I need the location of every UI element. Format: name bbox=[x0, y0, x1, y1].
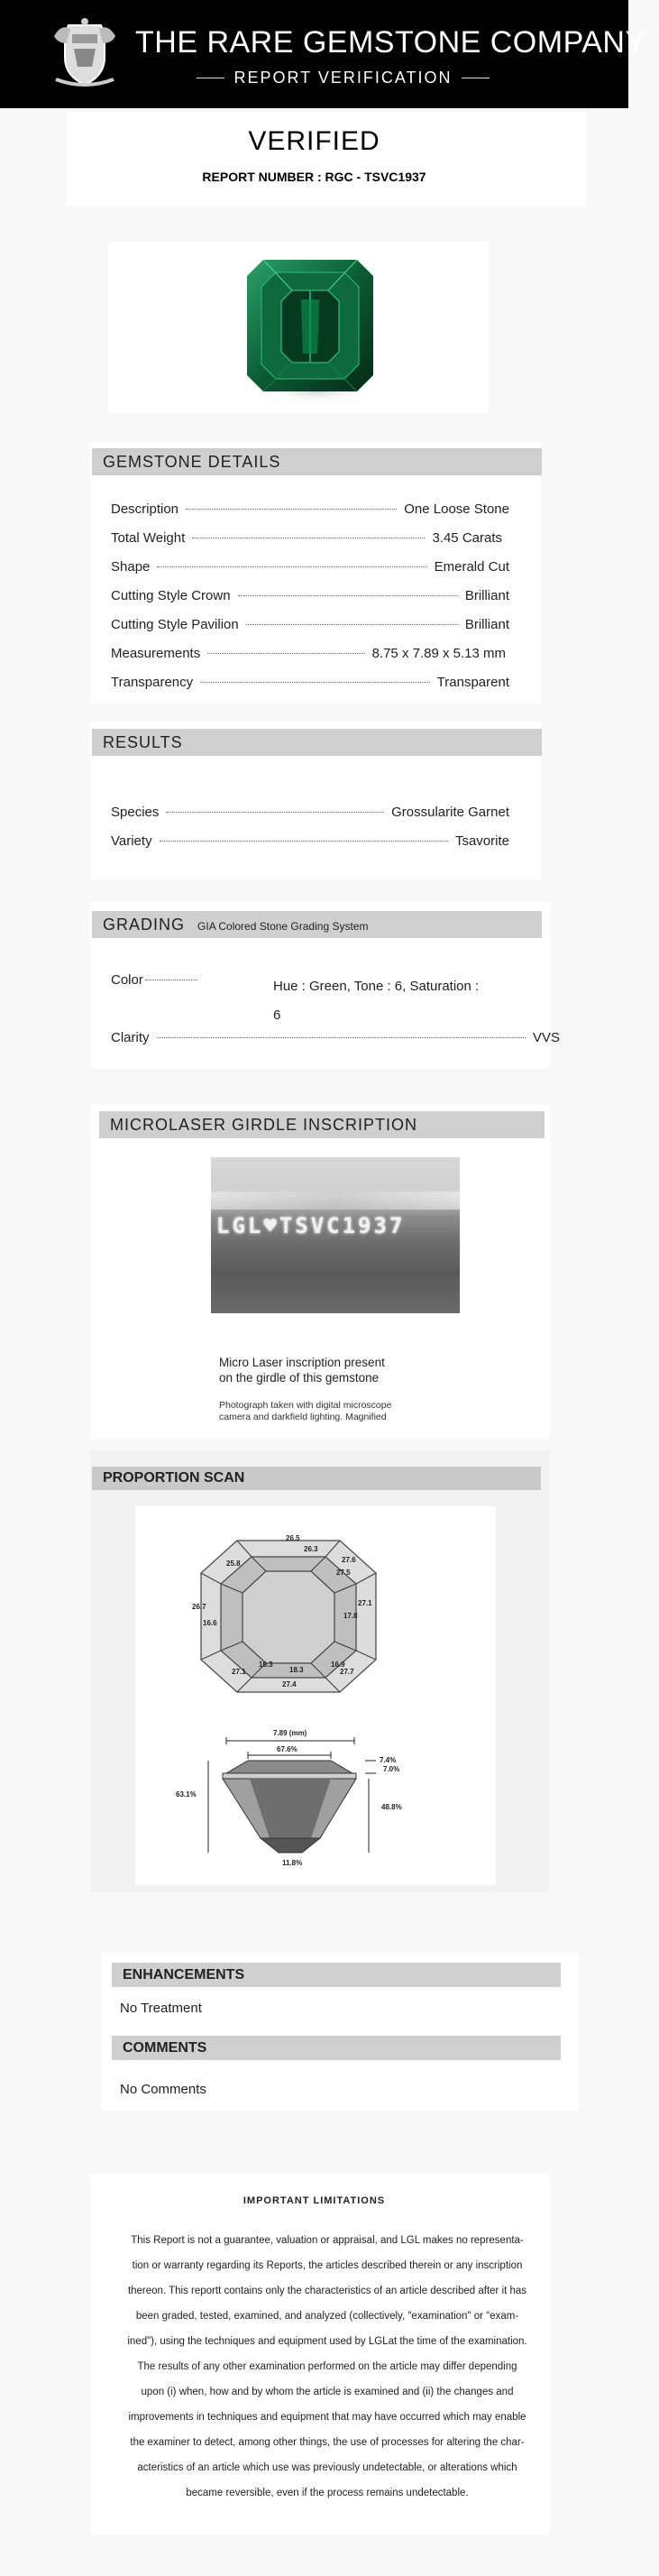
detail-row-crown: Cutting Style Crown Brilliant bbox=[111, 588, 509, 603]
table-label: 67.6% bbox=[277, 1745, 297, 1753]
limitations-line: The results of any other examination performed on the article may differ depending bbox=[137, 2361, 517, 2372]
grading-heading bbox=[92, 911, 542, 938]
limitations-line: tion or warranty regarding its Reports, the articles described therein or any inscription bbox=[132, 2260, 523, 2271]
label-16-6: 16.6 bbox=[203, 1619, 217, 1627]
label-27-5: 27.5 bbox=[336, 1569, 351, 1577]
label-27-4: 27.4 bbox=[282, 1680, 297, 1688]
grading-color-label-row: Color bbox=[111, 972, 201, 988]
report-verification-subtitle: REPORT VERIFICATION bbox=[233, 68, 453, 87]
header-bar bbox=[0, 0, 659, 108]
inscription-photo bbox=[211, 1157, 460, 1313]
enhancements-value: No Treatment bbox=[120, 2001, 202, 2016]
inscription-caption bbox=[219, 1355, 385, 1385]
inscription-heading: MICROLASER GIRDLE INSCRIPTION bbox=[99, 1111, 545, 1138]
label-26-7: 26.7 bbox=[192, 1603, 206, 1611]
grading-color-value bbox=[273, 972, 479, 1030]
engraved-inscription: LGL♥TSVC1937 bbox=[216, 1213, 406, 1238]
detail-row-total-weight: Total Weight 3.45 Carats bbox=[111, 530, 502, 546]
limitations-line: the examiner to detect, among other things, the use of processes for altering the char- bbox=[130, 2437, 525, 2448]
result-row-species: Species Grossularite Garnet bbox=[111, 805, 509, 820]
subtitle-row bbox=[197, 67, 490, 88]
proportion-diagram bbox=[176, 1532, 401, 1879]
limitations-text bbox=[105, 2228, 550, 2506]
results-table bbox=[111, 805, 509, 862]
comments-value: No Comments bbox=[120, 2082, 206, 2097]
label-16-9: 16.9 bbox=[331, 1661, 345, 1669]
caption-line2: on the girdle of this gemstone bbox=[219, 1371, 380, 1385]
gemstone-details-table bbox=[111, 501, 509, 704]
girdle-label: 7.0% bbox=[383, 1765, 400, 1773]
limitations-line: been graded, tested, examined, and analyzed (collectively, "examination" or "exam- bbox=[135, 2311, 519, 2322]
caption-line1: Micro Laser inscription present bbox=[219, 1356, 385, 1369]
grading-system: GIA Colored Stone Grading System bbox=[197, 920, 369, 933]
proportion-heading: PROPORTION SCAN bbox=[92, 1467, 541, 1490]
depth-label: 63.1% bbox=[176, 1790, 197, 1799]
limitations-line: thereon. This reportt contains only the characteristics of an article described after it has bbox=[127, 2286, 527, 2296]
crown-label: 7.4% bbox=[380, 1756, 397, 1764]
detail-row-transparency: Transparency Transparent bbox=[111, 675, 509, 690]
limitations-line: This Report is not a guarantee, valuation or appraisal, and LGL makes no representa- bbox=[131, 2235, 524, 2246]
label-27-6: 27.6 bbox=[342, 1556, 356, 1564]
label-27-7: 27.7 bbox=[340, 1668, 354, 1676]
heart-icon: ♥ bbox=[263, 1213, 279, 1238]
width-label: 7.89 (mm) bbox=[273, 1729, 307, 1737]
results-heading: RESULTS bbox=[92, 729, 542, 756]
limitations-line: improvements in techniques and equipment that may have occurred which may enable bbox=[128, 2412, 526, 2423]
detail-row-description: Description One Loose Stone bbox=[111, 501, 509, 517]
label-16-3: 16.3 bbox=[259, 1661, 273, 1669]
pavilion-label: 48.8% bbox=[381, 1803, 402, 1811]
grading-clarity-row: Clarity VVS bbox=[111, 1030, 560, 1045]
label-25-8: 25.8 bbox=[226, 1559, 241, 1568]
comments-heading: COMMENTS bbox=[112, 2036, 561, 2060]
enhancements-heading: ENHANCEMENTS bbox=[112, 1963, 561, 1987]
label-26-5: 26.5 bbox=[286, 1534, 300, 1542]
note-line1: Photograph taken with digital microscope bbox=[219, 1400, 392, 1411]
emerald-cut-gem-image bbox=[245, 254, 375, 408]
label-27-1-left: 27.1 bbox=[232, 1668, 246, 1676]
side-view-diagram bbox=[208, 1737, 376, 1853]
gemstone-details-heading: GEMSTONE DETAILS bbox=[92, 448, 542, 475]
label-27-1-right: 27.1 bbox=[358, 1599, 372, 1607]
color-value-line2: 6 bbox=[273, 1007, 281, 1023]
company-crest-icon bbox=[47, 16, 123, 92]
limitations-line: upon (i) when, how and by whom the article is examined and (ii) the changes and bbox=[141, 2387, 514, 2397]
verified-title: VERIFIED bbox=[248, 126, 380, 156]
note-line2: camera and darkfield lighting. Magnified bbox=[219, 1412, 387, 1422]
detail-row-pavilion: Cutting Style Pavilion Brilliant bbox=[111, 617, 509, 632]
label-18-3: 18.3 bbox=[289, 1666, 304, 1674]
color-value-line1: Hue : Green, Tone : 6, Saturation : bbox=[273, 979, 480, 994]
culet-label: 11.8% bbox=[282, 1859, 303, 1867]
grading-title: GRADING bbox=[103, 915, 186, 934]
company-name: THE RARE GEMSTONE COMPANY ™ bbox=[135, 25, 659, 60]
limitations-line: ined"), using the techniques and equipment used by LGLat the time of the examination. bbox=[127, 2336, 527, 2347]
report-number: REPORT NUMBER : RGC - TSVC1937 bbox=[202, 170, 426, 184]
detail-row-shape: Shape Emerald Cut bbox=[111, 559, 509, 575]
label-26-3: 26.3 bbox=[304, 1545, 318, 1553]
limitations-heading: IMPORTANT LIMITATIONS bbox=[243, 2195, 386, 2206]
limitations-line: acteristics of an article which use was previously undetectable, or alterations which bbox=[137, 2462, 517, 2473]
inscription-note bbox=[219, 1400, 391, 1423]
detail-row-measurements: Measurements 8.75 x 7.89 x 5.13 mm bbox=[111, 646, 506, 661]
label-17-8: 17.8 bbox=[343, 1612, 358, 1620]
result-row-variety: Variety Tsavorite bbox=[111, 833, 509, 849]
limitations-line: became reversible, even if the process remains undetectable. bbox=[186, 2488, 469, 2498]
